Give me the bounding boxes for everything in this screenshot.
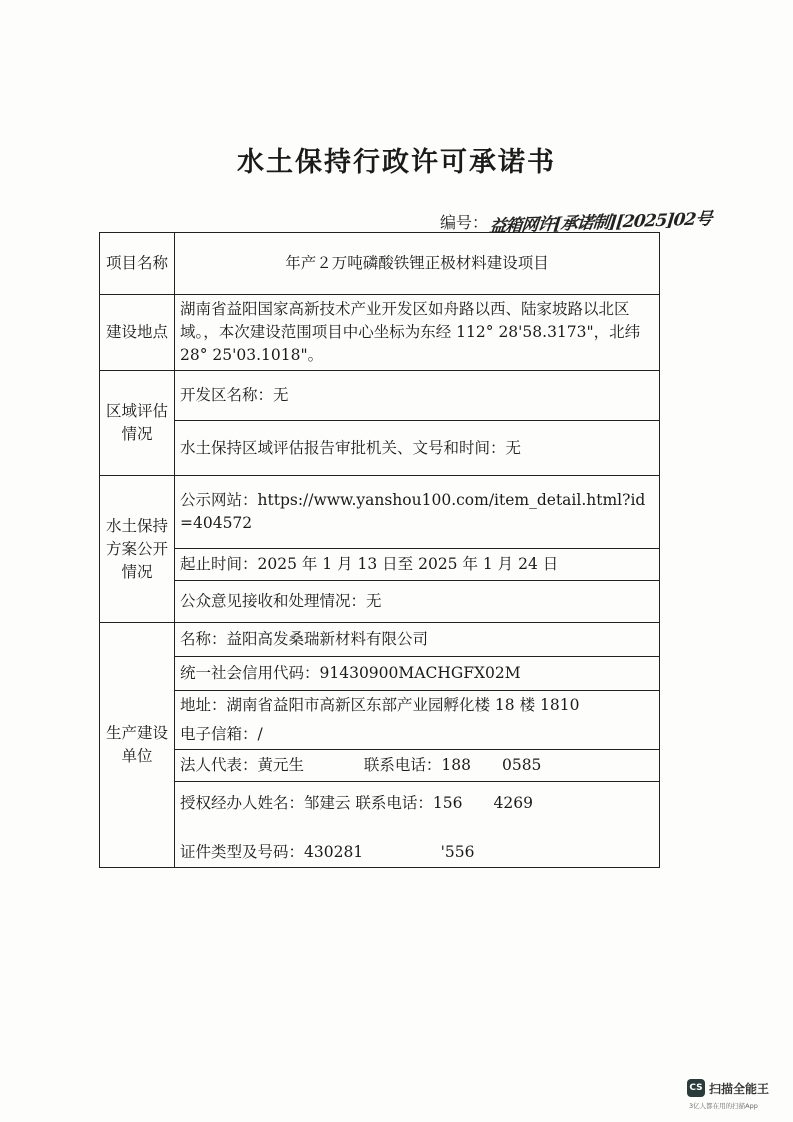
commitment-form-table — [99, 232, 660, 868]
scanner-watermark — [687, 1079, 769, 1097]
location-value: 湖南省益阳国家高新技术产业开发区如舟路以西、陆家坡路以北区域。，本次建设范围项目中心坐标为东经 112° 28'58.3173"，北纬 28° 25'03.1018"。 — [175, 295, 660, 371]
regional-zone-name: 开发区名称：无 — [175, 371, 660, 421]
disclosure-feedback: 公众意见接收和处理情况：无 — [175, 581, 660, 623]
disclosure-website: 公示网站：https://www.yanshou100.com/item_detail.html?id=404572 — [175, 476, 660, 549]
unit-legal-rep: 法人代表：黄元生 — [180, 756, 305, 774]
project-name-label: 项目名称 — [100, 233, 175, 295]
document-title: 水土保持行政许可承诺书 — [237, 147, 556, 178]
disclosure-label: 水土保持方案公开情况 — [100, 476, 175, 623]
unit-label: 生产建设单位 — [100, 623, 175, 868]
unit-legal-row — [175, 750, 660, 782]
unit-agent: 授权经办人姓名：邹建云 联系电话：156 4269 — [180, 794, 533, 812]
unit-id-doc: 证件类型及号码：430281 '556 — [180, 843, 475, 861]
unit-address: 地址：湖南省益阳市高新区东部产业园孵化楼 18 楼 1810 — [175, 691, 660, 721]
watermark-name: 扫描全能王 — [709, 1081, 770, 1096]
unit-email: 电子信箱：/ — [175, 720, 660, 750]
unit-name: 名称：益阳高发桑瑞新材料有限公司 — [175, 623, 660, 657]
project-name-value: 年产２万吨磷酸铁锂正极材料建设项目 — [175, 233, 660, 295]
unit-legal-phone: 联系电话：188 0585 — [363, 756, 542, 774]
serial-label: 编号： — [440, 213, 489, 232]
regional-approval: 水土保持区域评估报告审批机关、文号和时间：无 — [175, 421, 660, 476]
serial-number — [440, 208, 713, 237]
watermark-tagline: 3亿人都在用的扫描App — [689, 1102, 758, 1110]
unit-agent-row — [175, 782, 660, 868]
unit-credit-code: 统一社会信用代码：91430900MACHGFX02M — [175, 657, 660, 691]
location-label: 建设地点 — [100, 295, 175, 371]
camscanner-logo-icon: CS — [687, 1079, 705, 1097]
disclosure-period: 起止时间：2025 年 1 月 13 日至 2025 年 1 月 24 日 — [175, 549, 660, 581]
regional-label: 区域评估情况 — [100, 371, 175, 476]
serial-handwritten-value: 益箱网许[承诺制][2025]02号 — [488, 209, 713, 237]
